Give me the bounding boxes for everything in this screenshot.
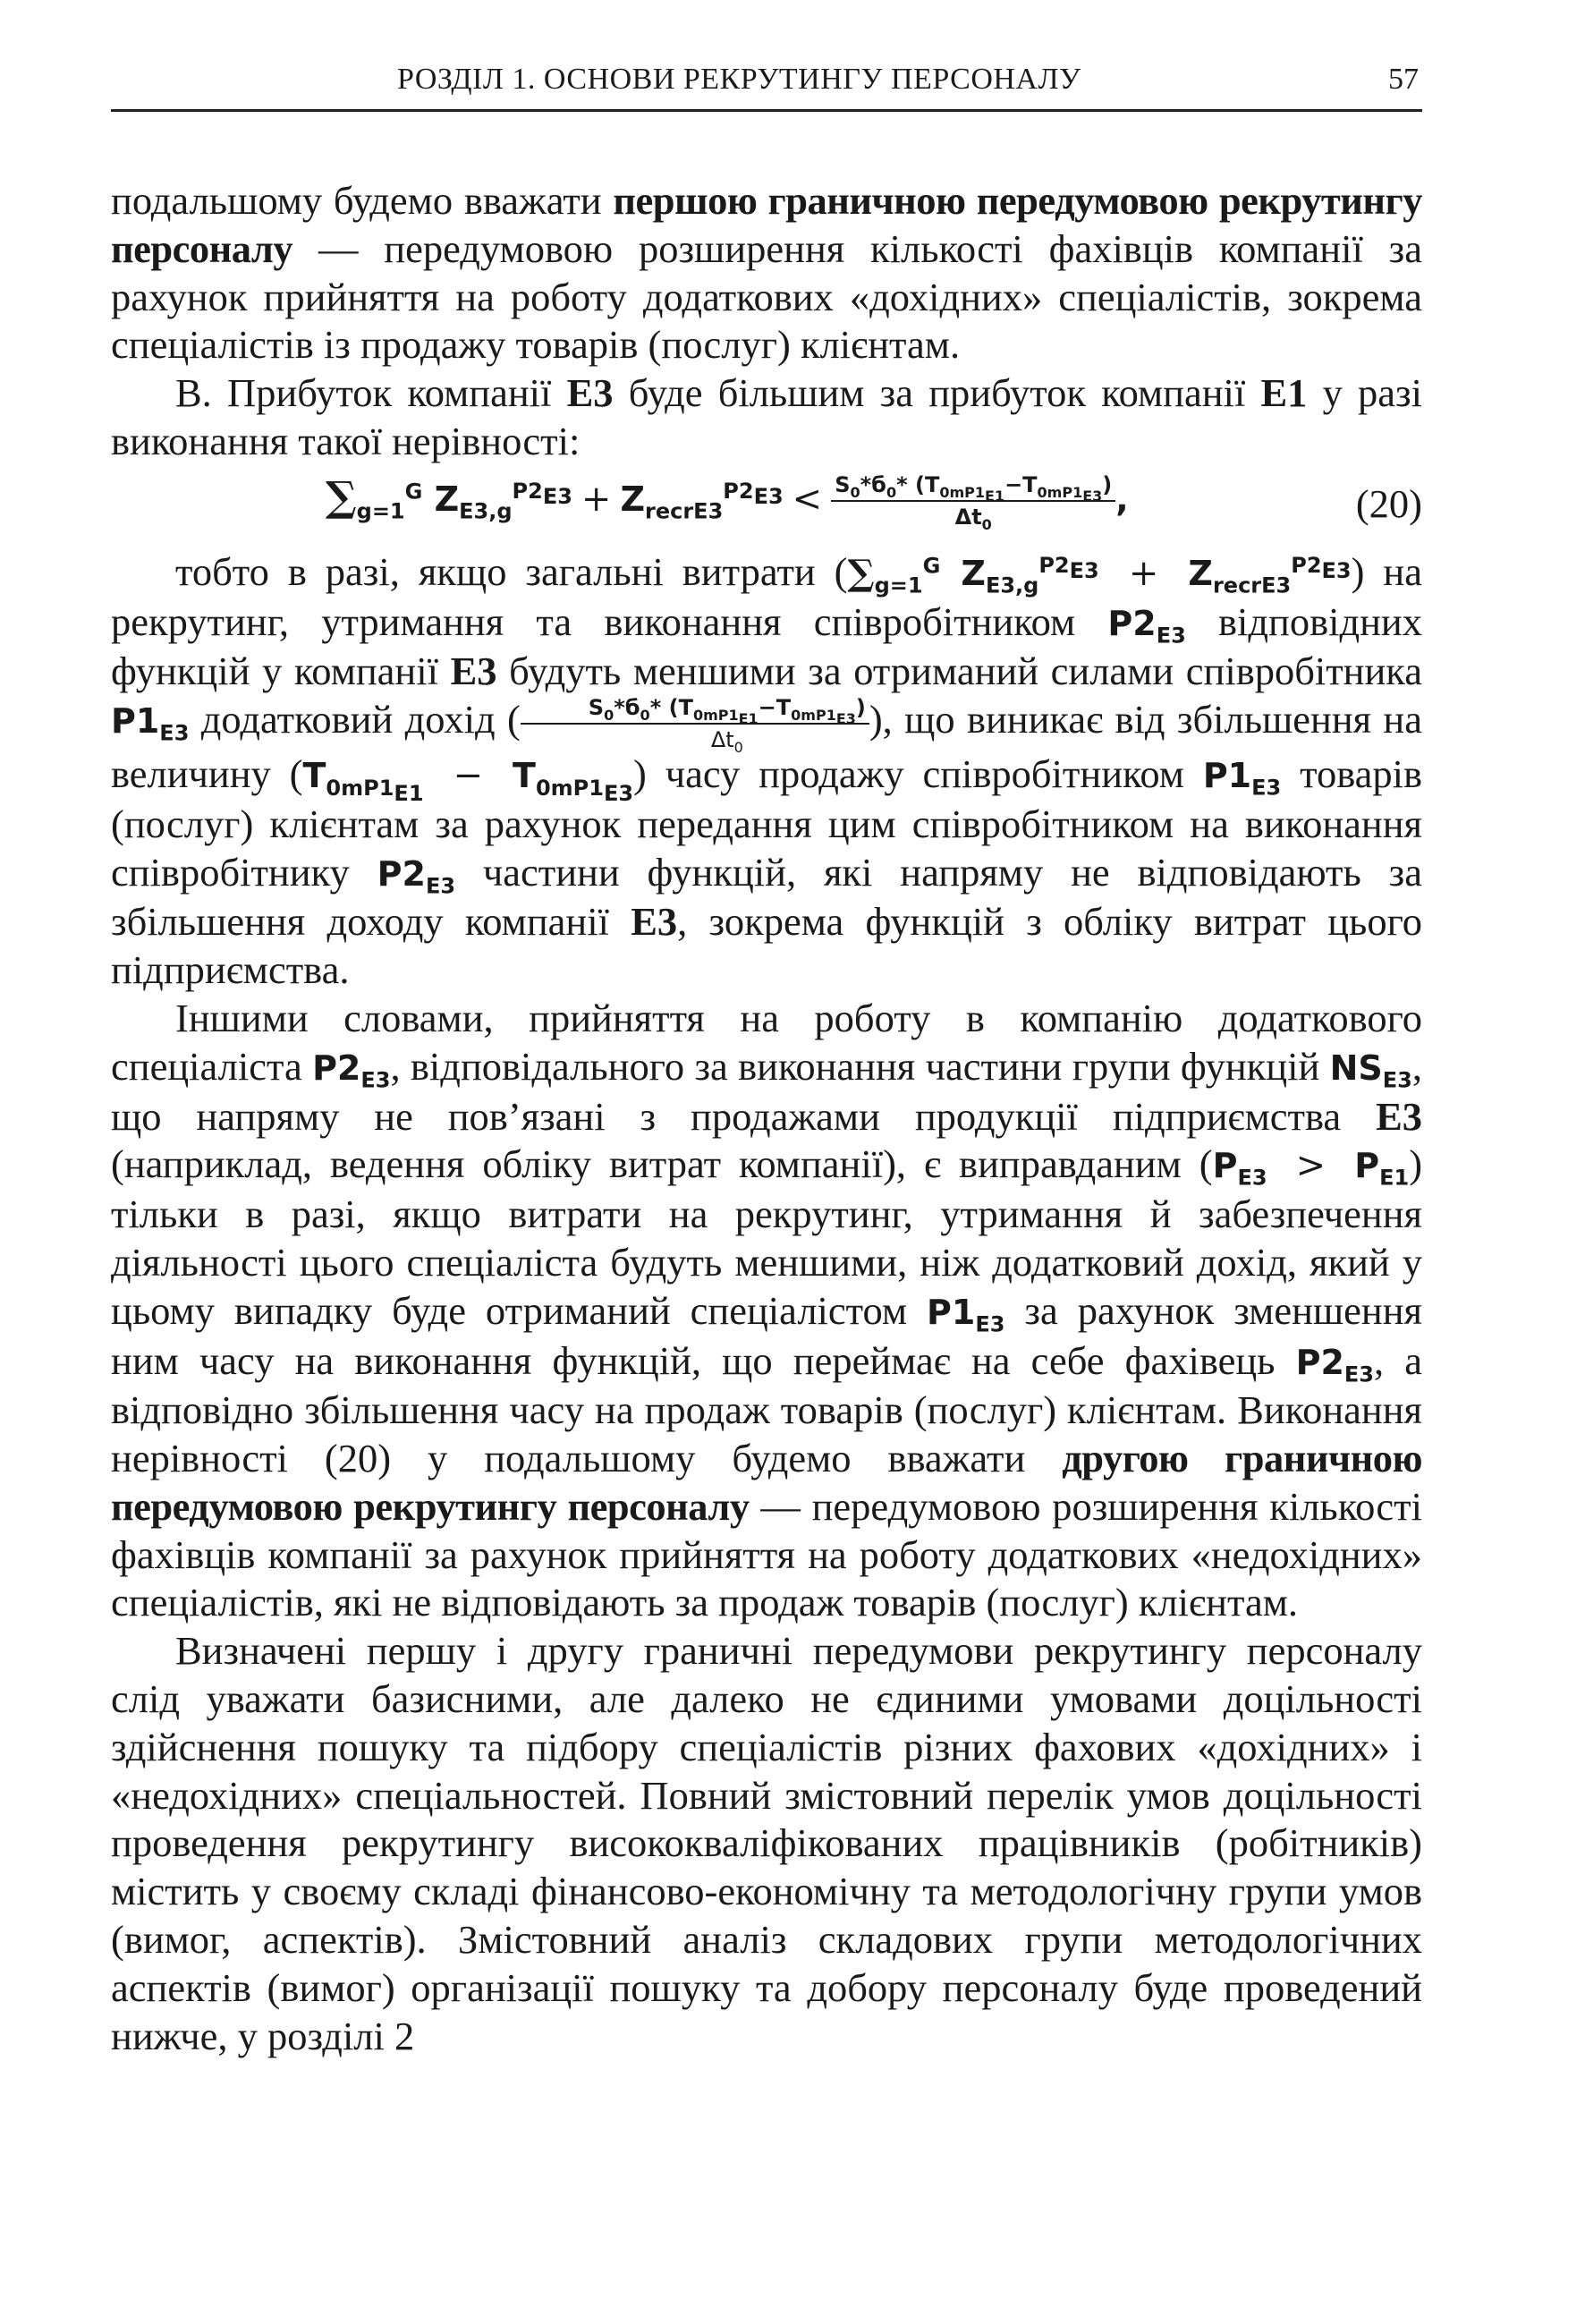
company-label: Е1 (1260, 370, 1308, 416)
header-title: РОЗДІЛ 1. ОСНОВИ РЕКРУТИНГУ ПЕРСОНАЛУ (397, 63, 1081, 96)
text-run: — передумовою розширення кількості фахівців компанії за рахунок прийняття на роботу додаткових «недохідних» спеціалістів, які не відповідають за продаж товарів (послуг) клієнтам. (111, 1483, 1422, 1625)
equation-number: (20) (1355, 480, 1422, 526)
paragraph-2 (111, 369, 1422, 466)
text-run: , зокрема функцій з обліку витрат цього підприємства. (111, 899, 1422, 993)
text-run: , а відповідно збільшення часу на продаж товарів (послуг) клієнтам. Виконання нерівності (20) у подальшому будемо вважати (111, 1337, 1422, 1481)
paragraph-4 (111, 995, 1422, 1627)
text-run: за рахунок зменшення ним часу на виконання функцій, що переймає на себе фахівець (111, 1287, 1422, 1383)
formula-function-group: $NS_{E3}$ (1329, 1047, 1412, 1093)
text-run: Іншими словами, прийняття на роботу в компанію додаткового спеціаліста (111, 995, 1422, 1089)
paragraph-1 (111, 177, 1422, 369)
formula-income: $\frac{S_0*б_0* (T_{0mP1_{E1}}-T_{0mP1_{E3}})}{\Delta t_0}$ (521, 697, 869, 751)
paragraph-3 (111, 548, 1422, 995)
text-run: буде більшим за прибуток компанії (613, 370, 1261, 416)
body-text (111, 177, 1422, 2060)
text-run: відповідних функцій у компанії (111, 598, 1422, 694)
formula-profit-compare: $P_{E3} > P_{E1}$ (1212, 1145, 1410, 1191)
text-run: ) часу продажу співробітником (633, 751, 1203, 796)
text-run: товарів (послуг) клієнтам за рахунок передання цим співробітником на виконання співробітнику (111, 751, 1423, 895)
text-run: — передумовою розширення кількості фахівців компанії за рахунок прийняття на роботу додаткових «дохідних» спеціалістів, зокрема спеціалістів із продажу товарів (послуг) клієнтам. (111, 225, 1422, 368)
company-label: Е3 (450, 649, 497, 694)
page-number: 57 (1388, 63, 1419, 96)
text-run: ) тільки в разі, якщо витрати на рекрутинг, утримання й забезпечення діяльності цього спеціаліста будуть меншими, ніж додатковий дохід, який у цьому випадку буде отриманий спеціалістом (111, 1141, 1423, 1333)
formula-employee: $P2_{E3}$ (1107, 603, 1186, 649)
equation-20 (111, 468, 1422, 539)
company-label: Е3 (566, 370, 614, 416)
formula-employee: $P1_{E3}$ (111, 701, 190, 746)
key-term: першою граничною передумовою рекрутингу персоналу (111, 178, 1422, 271)
equation-body: $\sum_{g=1}^G$ $Z_{E3,g}^{P2_{E3}} + Z_{recrE3}^{P2_{E3}}$ < $\frac{S_0*б_0* (T_{0mP1_{E1}}-T_{0mP1_{E3}})}{\Delta t_0}$ , (326, 471, 1129, 534)
text-run: тобто в разі, якщо загальні витрати ( (175, 548, 848, 594)
formula-total-costs: $\sum_{g=1}^G$ $Z_{E3,g}^{P2_{E3}} + Z_{recrE3}^{P2_{E3}}$ (847, 551, 1352, 598)
text-run: ) на рекрутинг, утримання та виконання співробітником (111, 548, 1422, 644)
text-run: частини функцій, які напряму не відповідають за збільшення доходу компанії (111, 849, 1422, 945)
company-label: Е3 (631, 899, 678, 945)
text-run: будуть меншими за отриманий силами співробітника (496, 649, 1423, 694)
formula-employee: $P2_{E3}$ (312, 1047, 391, 1093)
text-run: В. Прибуток компанії (175, 370, 567, 416)
text-run: у разі виконання такої нерівності: (111, 370, 1422, 463)
formula-employee: $P1_{E3}$ (1202, 755, 1282, 801)
running-header (111, 55, 1422, 112)
formula-employee: $P2_{E3}$ (1295, 1342, 1374, 1387)
text-run: ), що виникає від збільшення на величину ( (111, 697, 1423, 796)
text-run: (наприклад, ведення обліку витрат компанії), є виправданим ( (111, 1141, 1213, 1187)
formula-employee: $P1_{E3}$ (927, 1292, 1005, 1337)
company-label: Е3 (1376, 1093, 1422, 1139)
formula-time-diff: $T_{0mP1_{E1}} - T_{0mP1_{E3}}$ (302, 754, 634, 806)
text-run: , що напряму не пов’язані з продажами продукції підприємства (111, 1043, 1422, 1139)
text-run: додатковий дохід ( (189, 697, 521, 742)
text-run: , відповідального за виконання частини групи функцій (390, 1043, 1330, 1089)
text-run: подальшому будемо вважати (111, 178, 614, 223)
key-term: другою граничною передумовою рекрутингу персоналу (111, 1436, 1422, 1529)
paragraph-5: Визначені першу і другу граничні передумови рекрутингу персоналу слід уважати базисними, але далеко не єдиними умовами доцільності здійснення пошуку та підбору спеціалістів різних фахових «дохідних» і «недохідних» спеціальностей. Повний змістовний перелік умов доцільності проведення рекрутингу висококваліфікованих працівників (робітників) містить у своєму складі фінансово-економічну та методологічну групи умов (вимог, аспектів). Змістовний аналіз складових групи методологічних аспектів (вимог) організації пошуку та добору персоналу буде проведений нижче, у розділі 2 (111, 1628, 1422, 2058)
formula-employee: $P2_{E3}$ (377, 853, 456, 899)
